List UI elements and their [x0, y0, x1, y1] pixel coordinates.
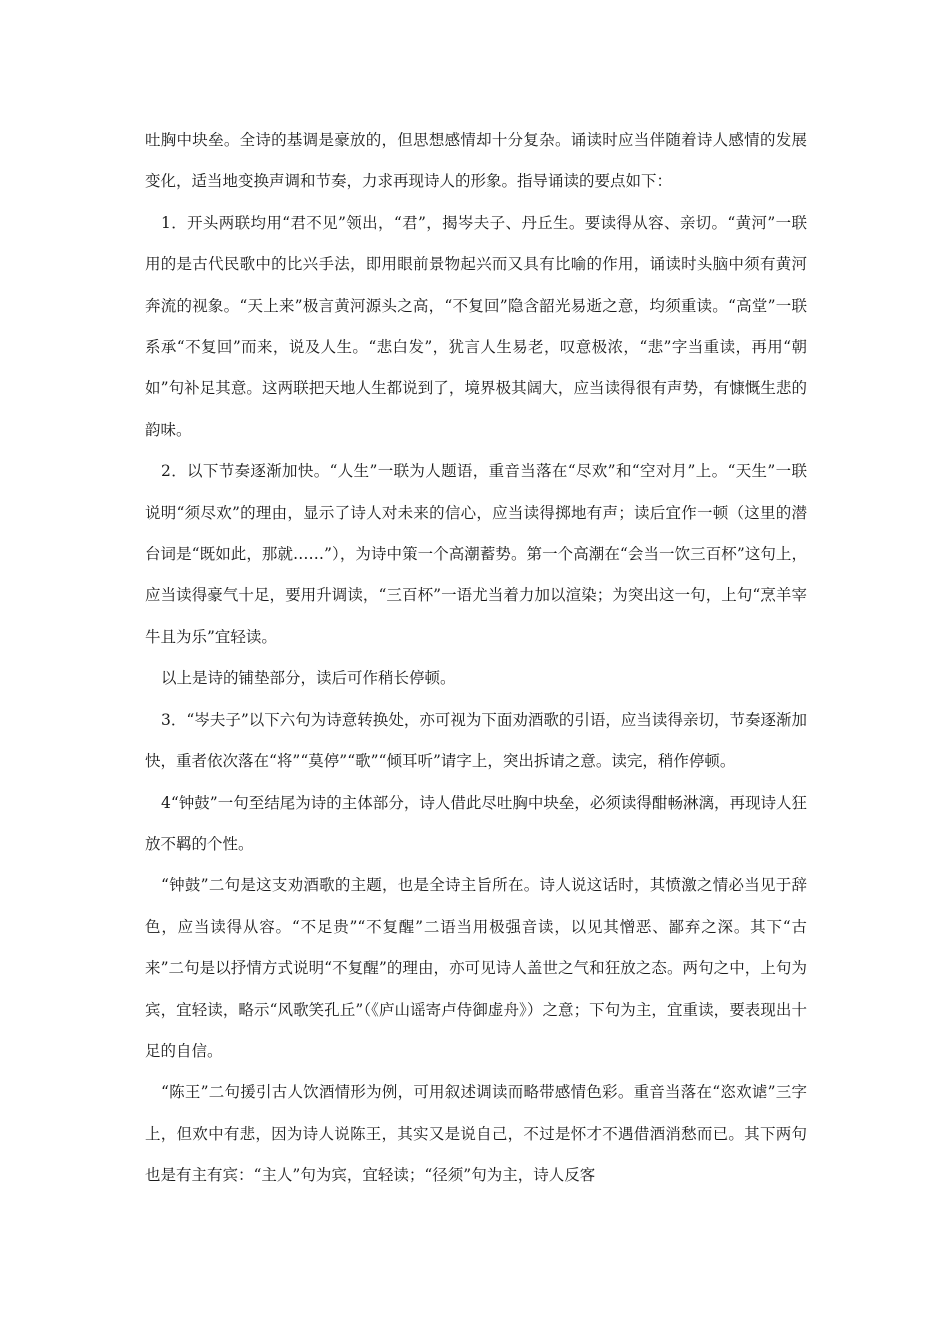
paragraph-point-4: 4“钟鼓”一句至结尾为诗的主体部分，诗人借此尽吐胸中块垒，必须读得酣畅淋漓，再现诗人狂放不羁的个性。: [145, 793, 807, 853]
paragraph-point-1: 1．开头两联均用“君不见”领出，“君”，揭岑夫子、丹丘生。要读得从容、亲切。“黄河”一联用的是古代民歌中的比兴手法，即用眼前景物起兴而又具有比喻的作用，诵读时头脑中须有黄河奔流的视象。“天上来”极言黄河源头之高，“不复回”隐含韶光易逝之意，均须重读。“高堂”一联系承“不复回”而来，说及人生。“悲白发”，犹言人生易老，叹意极浓，“悲”字当重读，再用“朝如”句补足其意。这两联把天地人生都说到了，境界极其阔大，应当读得很有声势，有慷慨生悲的韵味。: [145, 213, 807, 439]
paragraph-zhonggu: “钟鼓”二句是这支劝酒歌的主题，也是全诗主旨所在。诗人说这话时，其愤激之情必当见于辞色，应当读得从容。“不足贵”“不复醒”二语当用极强音读，以见其憎恶、鄙弃之深。其下“古来”二句是以抒情方式说明“不复醒”的理由，亦可见诗人盖世之气和狂放之态。两句之中，上句为宾，宜轻读，略示“风歌笑孔丘”（《庐山谣寄卢侍御虚舟》）之意；下句为主，宜重读，要表现出十足的自信。: [145, 876, 807, 1060]
paragraph-intro-continued: 吐胸中块垒。全诗的基调是豪放的，但思想感情却十分复杂。诵读时应当伴随着诗人感情的发展变化，适当地变换声调和节奏，力求再现诗人的形象。指导诵读的要点如下：: [145, 131, 807, 191]
paragraph-chenwang: “陈王”二句援引古人饮酒情形为例，可用叙述调读而略带感情色彩。重音当落在“恣欢谑”三字上，但欢中有悲，因为诗人说陈王，其实又是说自己，不过是怀才不遇借酒消愁而已。其下两句也是有主有宾：“主人”句为宾，宜轻读；“径须”句为主，诗人反客: [145, 1083, 807, 1185]
paragraph-transition-note: 以上是诗的铺垫部分，读后可作稍长停顿。: [161, 669, 456, 688]
document-body: [145, 120, 807, 1197]
paragraph-point-2: 2．以下节奏逐渐加快。“人生”一联为人题语，重音当落在“尽欢”和“空对月”上。“天生”一联说明“须尽欢”的理由，显示了诗人对未来的信心，应当读得掷地有声；读后宜作一顿（这里的潜台词是“既如此，那就……”），为诗中策一个高潮蓄势。第一个高潮在“会当一饮三百杯”这句上，应当读得豪气十足，要用升调读，“三百杯”一语尤当着力加以渲染；为突出这一句，上句“烹羊宰牛且为乐”宜轻读。: [145, 462, 807, 646]
paragraph-point-3: 3．“岑夫子”以下六句为诗意转换处，亦可视为下面劝酒歌的引语，应当读得亲切，节奏逐渐加快，重者依次落在“将”“莫停”“歌”“倾耳听”请字上，突出拆请之意。读完，稍作停顿。: [145, 710, 807, 771]
